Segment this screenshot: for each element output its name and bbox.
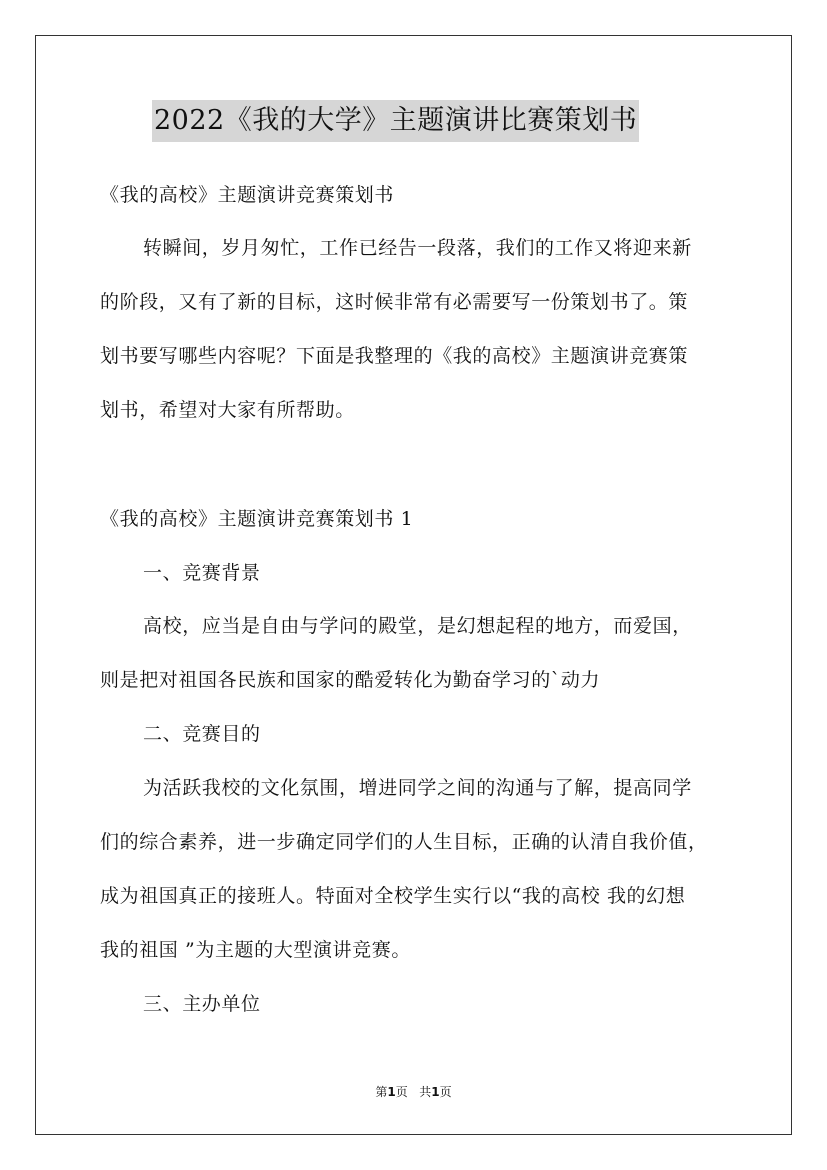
paragraph-line: 划书要写哪些内容呢？下面是我整理的《我的高校》主题演讲竞赛策 xyxy=(100,345,689,367)
paragraph-line: 们的综合素养，进一步确定同学们的人生目标，正确的认清自我价值， xyxy=(100,831,708,853)
paragraph-line: 的阶段，又有了新的目标，这时候非常有必需要写一份策划书了。策 xyxy=(100,291,689,313)
subsection-heading: 一、竞赛背景 xyxy=(143,562,261,584)
paragraph-line: 为活跃我校的文化氛围，增进同学之间的沟通与了解，提高同学 xyxy=(143,777,692,799)
paragraph-line: 则是把对祖国各民族和国家的酷爱转化为勤奋学习的`动力 xyxy=(100,669,601,691)
page-footer xyxy=(0,1083,827,1100)
paragraph-line: 高校，应当是自由与学问的殿堂，是幻想起程的地方，而爱国， xyxy=(143,615,692,637)
paragraph-line: 划书，希望对大家有所帮助。 xyxy=(100,399,355,421)
subsection-heading: 二、竞赛目的 xyxy=(143,723,261,745)
footer-total-number: 1 xyxy=(431,1085,440,1099)
subtitle-line: 《我的高校》主题演讲竞赛策划书 xyxy=(100,184,395,206)
document-title: 2022《我的大学》主题演讲比赛策划书 xyxy=(152,100,639,142)
section-heading: 《我的高校》主题演讲竞赛策划书 1 xyxy=(100,508,414,530)
paragraph-line: 成为祖国真正的接班人。特面对全校学生实行以“我的高校 我的幻想 xyxy=(100,885,686,907)
subsection-heading: 三、主办单位 xyxy=(143,993,261,1015)
footer-page-unit: 页 xyxy=(395,1085,408,1099)
paragraph-line: 转瞬间，岁月匆忙，工作已经告一段落，我们的工作又将迎来新 xyxy=(143,237,692,259)
footer-page-label: 第 xyxy=(375,1085,388,1099)
paragraph-line: 我的祖国 ”为主题的大型演讲竞赛。 xyxy=(100,939,411,961)
footer-total-unit: 页 xyxy=(439,1085,452,1099)
footer-total-label: 共 xyxy=(419,1085,432,1099)
footer-page-number: 1 xyxy=(387,1085,396,1099)
